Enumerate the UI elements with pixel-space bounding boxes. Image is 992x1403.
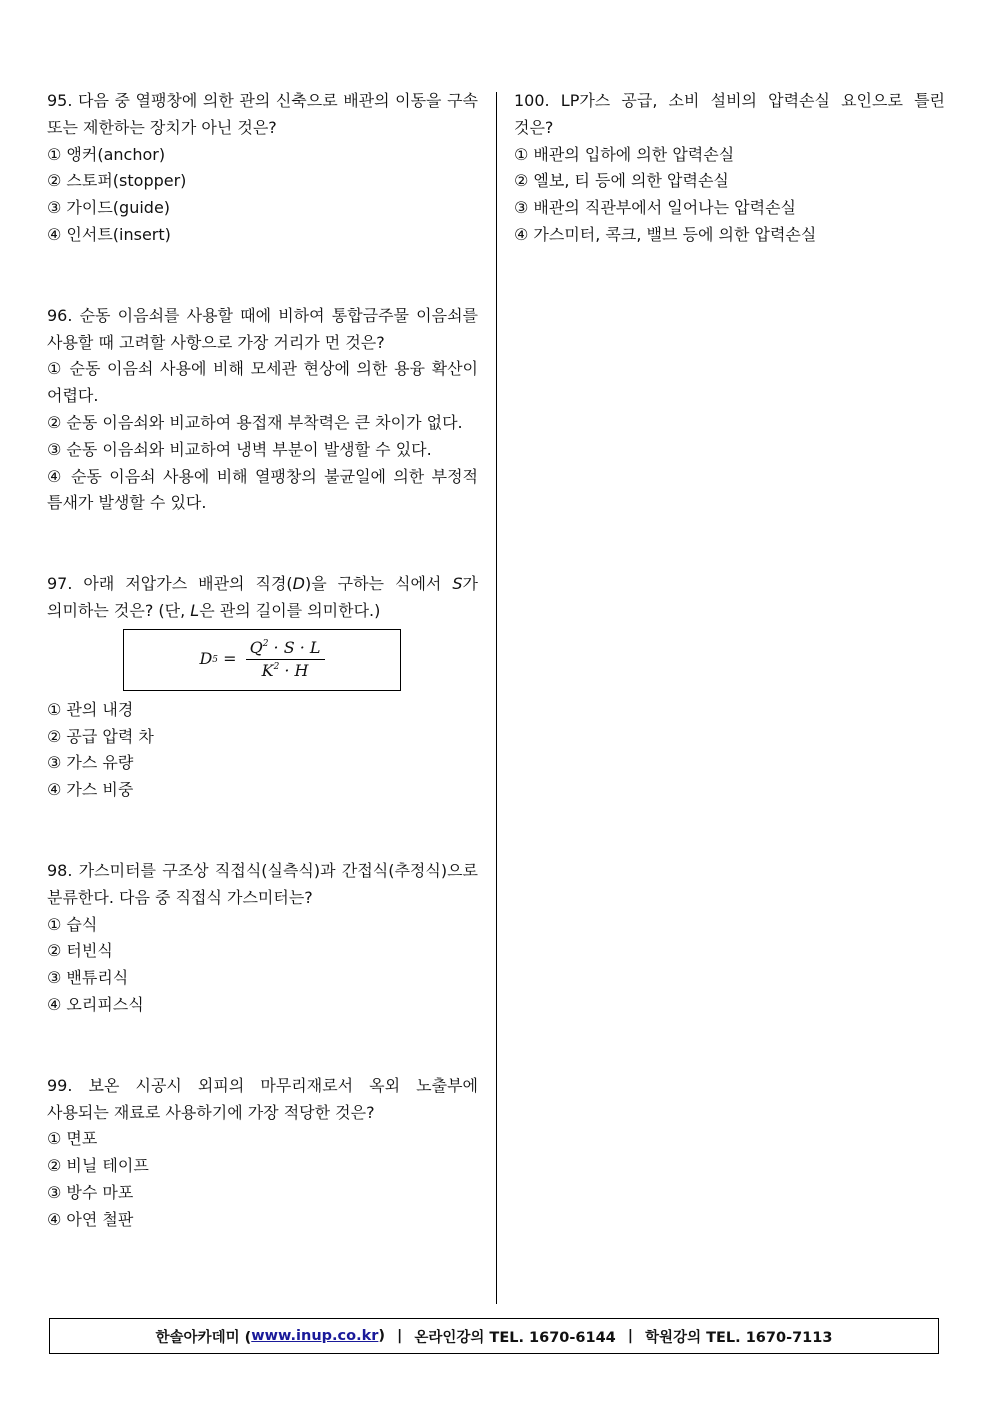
right-column	[514, 88, 945, 249]
option-2: ② 공급 압력 차	[47, 726, 154, 746]
formula-fraction	[246, 638, 325, 681]
option-1: ① 배관의 입하에 의한 압력손실	[514, 144, 735, 164]
question-stem: 96. 순동 이음쇠를 사용할 때에 비하여 통합금주물 이음쇠를 사용할 때 고려할 사항으로 가장 거리가 먼 것은?	[47, 305, 478, 352]
variable-s: S	[452, 574, 463, 594]
option-1: ① 앵커(anchor)	[47, 144, 166, 164]
denominator-exponent: 2	[273, 662, 280, 673]
stem-text: 은 관의 길이를 의미한다.)	[199, 600, 381, 620]
variable-d: D	[292, 574, 305, 594]
option-3: ③ 밴튜리식	[47, 968, 129, 988]
option-2: ② 스토퍼(stopper)	[47, 171, 187, 191]
option-4: ④ 가스 비중	[47, 780, 134, 800]
question-100	[514, 88, 945, 249]
footer-academy-close: )	[378, 1328, 386, 1344]
option-1: ① 면포	[47, 1129, 98, 1149]
option-3: ③ 가이드(guide)	[47, 198, 171, 218]
option-2: ② 엘보, 티 등에 의한 압력손실	[514, 171, 729, 191]
footer-separator: |	[397, 1328, 403, 1344]
question-stem: 98. 가스미터를 구조상 직접식(실측식)과 간접식(추정식)으로 분류한다. 다음 중 직접식 가스미터는?	[47, 860, 478, 907]
denominator-rest: · H	[279, 661, 309, 681]
variable-l: L	[190, 600, 200, 620]
option-3: ③ 가스 유량	[47, 753, 134, 773]
option-2: ② 비닐 테이프	[47, 1156, 149, 1176]
formula: D 5 = $\frac{Q^2 \cdot S \cdot L}{K^2 \cdot H}$	[199, 638, 324, 681]
option-1: ① 관의 내경	[47, 699, 134, 719]
option-1: ① 순동 이음쇠 사용에 비해 모세관 현상에 의한 용융 확산이 어렵다.	[47, 359, 478, 406]
numerator-rest: · S · L	[268, 638, 321, 658]
question-stem: 100. LP가스 공급, 소비 설비의 압력손실 요인으로 틀린 것은?	[514, 91, 945, 137]
option-3: ③ 배관의 직관부에서 일어나는 압력손실	[514, 198, 796, 218]
footer-academy: 한솔아카데미 (	[155, 1329, 252, 1346]
question-98	[47, 858, 478, 1019]
question-99	[47, 1073, 478, 1234]
stem-text: )을 구하는 식에서	[304, 574, 453, 594]
stem-text: 가 의미하는 것은? (단,	[47, 574, 478, 620]
option-2: ② 터빈식	[47, 941, 113, 961]
option-3: ③ 순동 이음쇠와 비교하여 냉벽 부분이 발생할 수 있다.	[47, 439, 432, 459]
option-4: ④ 순동 이음쇠 사용에 비해 열팽창의 불균일에 의한 부정적 틈새가 발생할 수 있다.	[47, 466, 478, 513]
left-column	[47, 88, 478, 1234]
option-4: ④ 오리피스식	[47, 994, 144, 1014]
option-4: ④ 아연 철판	[47, 1209, 134, 1229]
footer-separator: |	[627, 1328, 634, 1344]
numerator-exponent: 2	[262, 639, 269, 650]
option-4: ④ 가스미터, 콕크, 밸브 등에 의한 압력손실	[514, 224, 817, 244]
question-stem: 95. 다음 중 열팽창에 의한 관의 신축으로 배관의 이동을 구속 또는 제한하는 장치가 아닌 것은?	[47, 91, 478, 137]
formula-lhs: D	[199, 649, 213, 669]
formula-denominator	[262, 660, 309, 681]
question-96	[47, 303, 478, 517]
footer-online-phone: 온라인강의 TEL. 1670-6144	[414, 1329, 616, 1346]
option-1: ① 습식	[47, 914, 98, 934]
formula-equals: =	[218, 649, 242, 669]
question-stem	[47, 571, 478, 625]
question-97	[47, 571, 478, 804]
footer-offline-phone: 학원강의 TEL. 1670-7113	[645, 1329, 833, 1346]
option-2: ② 순동 이음쇠와 비교하여 용접재 부착력은 큰 차이가 없다.	[47, 412, 463, 432]
website-link[interactable]: www.inup.co.kr	[251, 1328, 379, 1344]
question-95	[47, 88, 478, 249]
option-4: ④ 인서트(insert)	[47, 224, 171, 244]
question-stem: 99. 보온 시공시 외피의 마무리재로서 옥외 노출부에 사용되는 재료로 사용하기에 가장 적당한 것은?	[47, 1075, 478, 1122]
denominator-k: K	[261, 661, 274, 681]
option-3: ③ 방수 마포	[47, 1182, 134, 1202]
formula-numerator	[246, 638, 325, 660]
footer-bar	[49, 1318, 939, 1354]
column-divider	[496, 92, 497, 1304]
formula-box	[123, 629, 401, 691]
numerator-q: Q	[249, 638, 263, 658]
stem-text: 97. 아래 저압가스 배관의 직경(	[47, 574, 293, 594]
